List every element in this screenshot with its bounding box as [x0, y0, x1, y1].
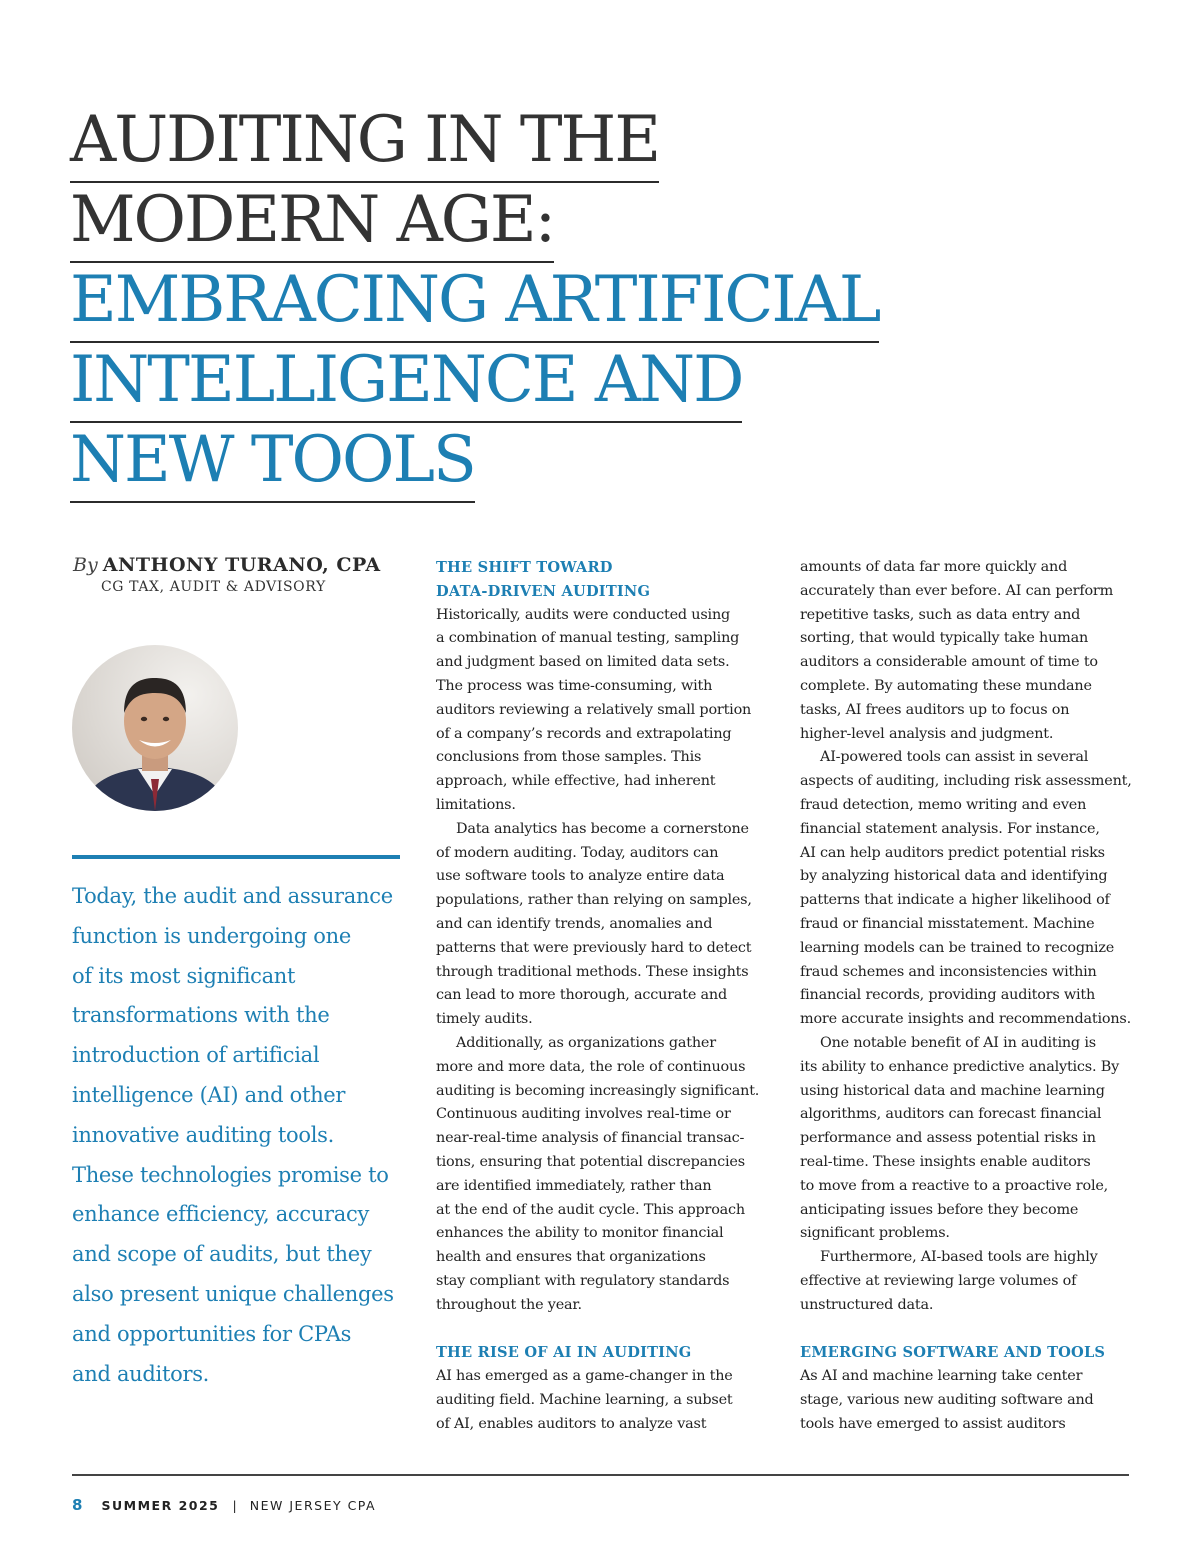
byline-by: By — [73, 554, 98, 576]
pullquote-line: intelligence (AI) and other — [72, 1082, 346, 1107]
text-line: conclusions from those samples. This — [436, 749, 702, 766]
paragraph-gap — [800, 1318, 1134, 1342]
text-line: its ability to enhance predictive analytics. By — [800, 1058, 1120, 1075]
text-line: fraud detection, memo writing and even — [800, 796, 1087, 813]
text-line: performance and assess potential risks in — [800, 1130, 1096, 1147]
text-line: stay compliant with regulatory standards — [436, 1272, 730, 1289]
title-line-2: MODERN AGE: — [70, 184, 554, 263]
text-line: anticipating issues before they become — [800, 1201, 1079, 1218]
text-line: amounts of data far more quickly and — [800, 559, 1068, 575]
body-column-2 — [800, 556, 1134, 1436]
text-line: stage, various new auditing software and — [800, 1391, 1094, 1408]
title-line-4: INTELLIGENCE AND — [70, 344, 742, 423]
text-line: accurately than ever before. AI can perform — [800, 582, 1114, 599]
text-line: populations, rather than relying on samples, — [436, 892, 752, 909]
text-line: As AI and machine learning take center — [800, 1368, 1083, 1385]
text-line: fraud or financial misstatement. Machine — [800, 915, 1095, 932]
text-line: unstructured data. — [800, 1296, 934, 1313]
pullquote-line: also present unique challenges — [72, 1281, 394, 1306]
text-line: AI has emerged as a game-changer in the — [436, 1368, 733, 1385]
text-line: complete. By automating these mundane — [800, 677, 1092, 694]
text-line: enhances the ability to monitor financial — [436, 1225, 724, 1242]
text-line: fraud schemes and inconsistencies within — [800, 963, 1097, 980]
pullquote — [72, 877, 402, 1394]
pullquote-line: function is undergoing one — [72, 923, 351, 948]
text-line: limitations. — [436, 796, 516, 813]
text-line: more and more data, the role of continuous — [436, 1058, 746, 1075]
page-number: 8 — [72, 1496, 83, 1514]
footer-rule — [72, 1474, 1129, 1476]
pullquote-line: enhance efficiency, accuracy — [72, 1202, 370, 1227]
text-line: Continuous auditing involves real-time or — [436, 1106, 731, 1123]
text-line: AI can help auditors predict potential risks — [800, 844, 1105, 861]
pullquote-line: of its most significant — [72, 963, 296, 988]
text-line: are identified immediately, rather than — [436, 1177, 712, 1194]
text-line: throughout the year. — [436, 1296, 582, 1313]
text-line: more accurate insights and recommendations. — [800, 1011, 1131, 1028]
author-portrait-icon — [72, 645, 238, 811]
text-line: through traditional methods. These insights — [436, 963, 749, 980]
title-line-5: NEW TOOLS — [70, 424, 475, 503]
issue-season: SUMMER 2025 — [101, 1498, 220, 1513]
text-line: financial records, providing auditors with — [800, 987, 1096, 1004]
text-line: can lead to more thorough, accurate and — [436, 987, 727, 1004]
text-line: using historical data and machine learning — [800, 1082, 1105, 1099]
text-line: real-time. These insights enable auditors — [800, 1153, 1091, 1170]
text-line: by analyzing historical data and identifying — [800, 868, 1108, 885]
text-line: at the end of the audit cycle. This approach — [436, 1201, 745, 1218]
article-title — [70, 104, 879, 504]
text-line: near-real-time analysis of financial transac- — [436, 1130, 745, 1147]
text-line: One notable benefit of AI in auditing is — [820, 1034, 1096, 1051]
pullquote-line: and scope of audits, but they — [72, 1242, 372, 1267]
section-heading: THE SHIFT TOWARD — [436, 559, 613, 576]
text-line: timely audits. — [436, 1011, 533, 1028]
footer-separator: | — [232, 1498, 237, 1513]
text-line: Historically, audits were conducted using — [436, 606, 731, 623]
text-line: tools have emerged to assist auditors — [800, 1415, 1066, 1432]
text-line: auditing is becoming increasingly significant. — [436, 1082, 760, 1099]
text-line: sorting, that would typically take human — [800, 630, 1089, 647]
pullquote-line: and opportunities for CPAs — [72, 1321, 352, 1346]
page-footer — [72, 1495, 376, 1514]
text-line: a combination of manual testing, sampling — [436, 630, 740, 647]
paragraph-gap — [436, 1318, 770, 1342]
text-line: use software tools to analyze entire data — [436, 868, 725, 885]
body-column-1 — [436, 556, 770, 1436]
text-line: auditors a considerable amount of time to — [800, 654, 1098, 671]
pullquote-line: These technologies promise to — [72, 1162, 389, 1187]
text-line: of modern auditing. Today, auditors can — [436, 844, 719, 861]
text-line: significant problems. — [800, 1225, 950, 1242]
section-heading: DATA-DRIVEN AUDITING — [436, 582, 651, 600]
pullquote-line: introduction of artificial — [72, 1043, 320, 1068]
title-line-1: AUDITING IN THE — [70, 104, 659, 183]
text-line: auditing field. Machine learning, a subset — [436, 1391, 733, 1408]
pullquote-line: innovative auditing tools. — [72, 1122, 335, 1147]
text-line: of a company’s records and extrapolating — [436, 725, 732, 742]
magazine-name: NEW JERSEY CPA — [249, 1498, 377, 1513]
text-line: algorithms, auditors can forecast financial — [800, 1106, 1102, 1123]
text-line: tions, ensuring that potential discrepancies — [436, 1153, 745, 1170]
section-heading: THE RISE OF AI IN AUDITING — [436, 1344, 692, 1362]
text-line: patterns that were previously hard to detect — [436, 939, 752, 956]
byline — [73, 554, 381, 595]
text-line: Additionally, as organizations gather — [456, 1034, 716, 1051]
text-line: and judgment based on limited data sets. — [436, 654, 730, 671]
pullquote-line: and auditors. — [72, 1361, 210, 1386]
author-name: ANTHONY TURANO, CPA — [102, 554, 381, 576]
pullquote-line: Today, the audit and assurance — [72, 884, 393, 908]
text-line: to move from a reactive to a proactive role, — [800, 1177, 1109, 1194]
text-line: tasks, AI frees auditors up to focus on — [800, 701, 1070, 718]
text-line: auditors reviewing a relatively small portion — [436, 701, 752, 718]
text-line: approach, while effective, had inherent — [436, 773, 716, 790]
section-heading: EMERGING SOFTWARE AND TOOLS — [800, 1344, 1106, 1362]
text-line: The process was time-consuming, with — [436, 677, 713, 694]
pullquote-line: transformations with the — [72, 1003, 330, 1028]
pullquote-rule — [72, 855, 400, 859]
title-line-3: EMBRACING ARTIFICIAL — [70, 264, 879, 343]
text-line: Data analytics has become a cornerstone — [456, 820, 749, 837]
text-line: patterns that indicate a higher likelihood of — [800, 892, 1110, 909]
text-line: higher-level analysis and judgment. — [800, 725, 1054, 742]
author-photo — [72, 645, 238, 811]
text-line: health and ensures that organizations — [436, 1249, 706, 1266]
text-line: of AI, enables auditors to analyze vast — [436, 1415, 707, 1432]
text-line: effective at reviewing large volumes of — [800, 1272, 1077, 1289]
text-line: learning models can be trained to recognize — [800, 939, 1115, 956]
text-line: financial statement analysis. For instance, — [800, 820, 1100, 837]
author-firm: CG TAX, AUDIT & ADVISORY — [101, 579, 326, 595]
text-line: aspects of auditing, including risk assessment, — [800, 773, 1132, 790]
text-line: AI-powered tools can assist in several — [820, 749, 1089, 766]
text-line: repetitive tasks, such as data entry and — [800, 606, 1081, 623]
text-line: and can identify trends, anomalies and — [436, 915, 713, 932]
text-line: Furthermore, AI-based tools are highly — [820, 1249, 1098, 1266]
